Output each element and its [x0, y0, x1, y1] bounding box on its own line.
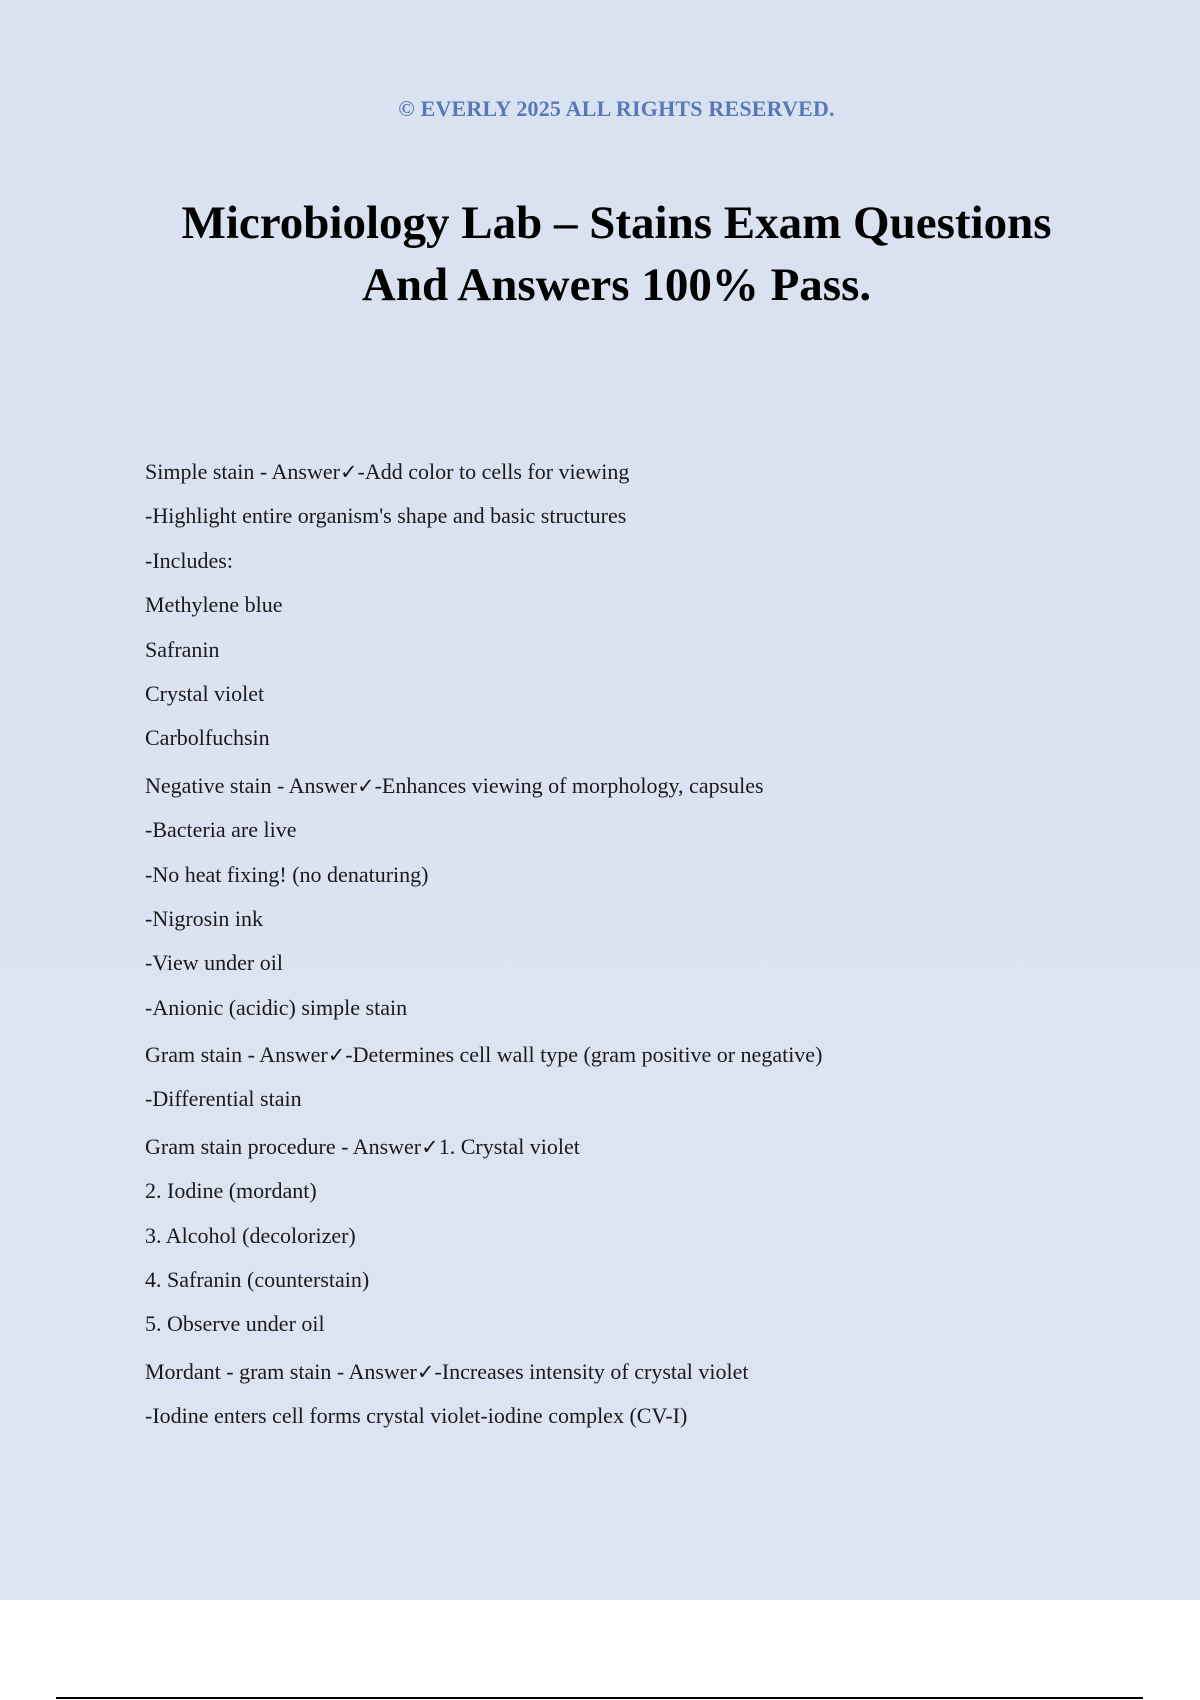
answer-detail-line: -Iodine enters cell forms crystal violet-iodine complex (CV-I)	[145, 1403, 688, 1429]
title-line-1: Microbiology Lab – Stains Exam Questions	[181, 197, 1052, 249]
qa-question-line	[145, 1125, 1145, 1169]
answer-detail-line: -Differential stain	[145, 1086, 302, 1112]
question-text: Gram stain - Answer	[145, 1042, 328, 1068]
answer-detail-line: -No heat fixing! (no denaturing)	[145, 861, 429, 887]
answer-detail-line: Carbolfuchsin	[145, 725, 270, 751]
answer-detail-line: 4. Safranin (counterstain)	[145, 1267, 370, 1293]
answer-detail-line: 3. Alcohol (decolorizer)	[145, 1222, 356, 1248]
question-text: Simple stain - Answer	[145, 459, 340, 484]
copyright-notice: © EVERLY 2025 ALL RIGHTS RESERVED.	[398, 96, 835, 121]
question-text: Negative stain - Answer	[145, 772, 357, 798]
question-text: Gram stain procedure - Answer	[145, 1133, 422, 1159]
answer-text: -Add color to cells for viewing	[357, 459, 630, 484]
answer-text: -Increases intensity of crystal violet	[434, 1358, 749, 1384]
answer-text: -Determines cell wall type (gram positive or negative)	[345, 1042, 823, 1068]
answer-detail-line: 5. Observe under oil	[145, 1311, 325, 1337]
title-line-2: And Answers 100% Pass.	[361, 259, 872, 311]
answer-detail-line: Safranin	[145, 636, 220, 662]
qa-question-line	[145, 1033, 1145, 1077]
answer-detail-line: -Highlight entire organism's shape and basic structures	[145, 503, 627, 529]
answer-detail-line: Crystal violet	[145, 680, 265, 706]
answer-detail-line: -Includes:	[145, 547, 233, 573]
answer-detail-line: 2. Iodine (mordant)	[145, 1178, 317, 1204]
answer-detail-line: -Nigrosin ink	[145, 905, 263, 931]
checkmark-icon: ✓	[327, 1043, 346, 1068]
answer-detail-line: -Bacteria are live	[145, 817, 297, 843]
checkmark-icon: ✓	[421, 1134, 439, 1159]
qa-content	[145, 450, 1145, 1439]
question-text: Mordant - gram stain - Answer	[145, 1358, 417, 1384]
qa-question-line	[145, 450, 1145, 494]
answer-text: -Enhances viewing of morphology, capsules	[374, 772, 764, 798]
footer-rule	[56, 1697, 1143, 1699]
answer-text: 1. Crystal violet	[438, 1133, 580, 1159]
checkmark-icon: ✓	[339, 460, 358, 484]
answer-detail-line: -View under oil	[145, 950, 283, 976]
qa-question-line	[145, 764, 1145, 808]
checkmark-icon: ✓	[357, 773, 375, 798]
document-title	[120, 192, 1113, 316]
qa-question-line	[145, 1350, 1145, 1394]
answer-detail-line: Methylene blue	[145, 592, 283, 618]
answer-detail-line: -Anionic (acidic) simple stain	[145, 994, 408, 1020]
checkmark-icon: ✓	[416, 1359, 435, 1384]
